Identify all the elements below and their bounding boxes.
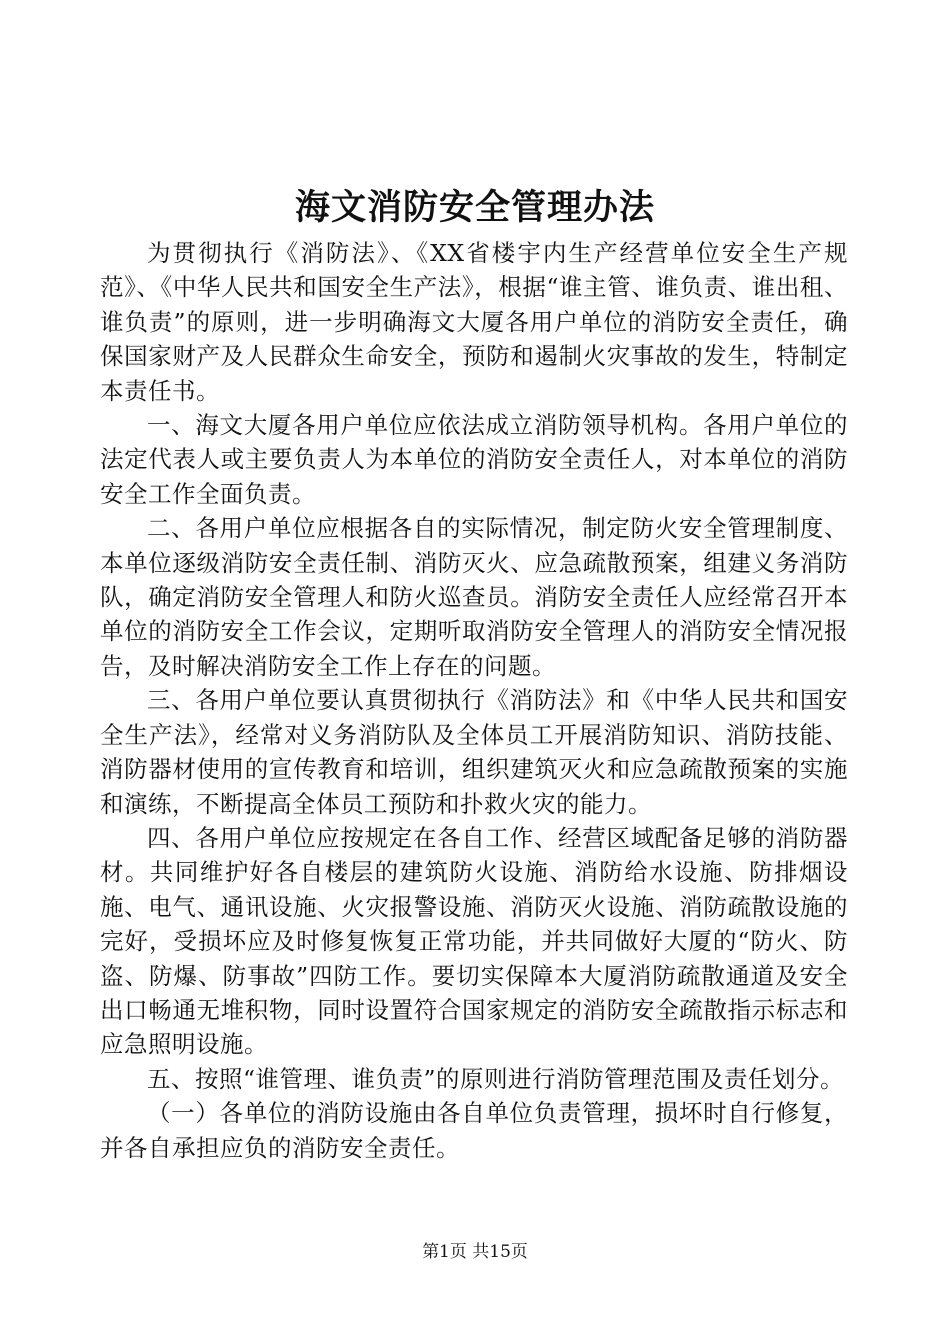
paragraph-section-5: 五、按照“谁管理、谁负责”的原则进行消防管理范围及责任划分。	[147, 1064, 845, 1093]
paragraph-section-4: 四、各用户单位应按规定在各自工作、经营区域配备足够的消防器材。共同维护好各自楼层的建筑防火设施、消防给水设施、防排烟设施、电气、通讯设施、火灾报警设施、消防灭火设施、消防疏散设施的完好，受损坏应及时修复恢复正常功能，并共同做好大厦的“防火、防盗、防爆、防事故”四防工作。要切实保障本大厦消防疏散通道及安全出口畅通无堆积物，同时设置符合国家规定的消防安全疏散指示标志和应急照明设施。	[100, 823, 848, 1059]
document-body	[100, 236, 848, 1165]
page-number-footer: 第1页 共15页	[422, 1242, 528, 1262]
paragraph-section-2: 二、各用户单位应根据各自的实际情况，制定防火安全管理制度、本单位逐级消防安全责任制、消防灭火、应急疏散预案，组建义务消防队，确定消防安全管理人和防火巡查员。消防安全责任人应经常召开本单位的消防安全工作会议，定期听取消防安全管理人的消防安全情况报告，及时解决消防安全工作上存在的问题。	[100, 514, 848, 680]
paragraph-subsection-1: （一）各单位的消防设施由各自单位负责管理，损坏时自行修复，并各自承担应负的消防安全责任。	[100, 1099, 848, 1162]
paragraph-section-3: 三、各用户单位要认真贯彻执行《消防法》和《中华人民共和国安全生产法》，经常对义务消防队及全体员工开展消防知识、消防技能、消防器材使用的宣传教育和培训，组织建筑灭火和应急疏散预案的实施和演练，不断提高全体员工预防和扑救火灾的能力。	[100, 686, 848, 818]
paragraph-intro: 为贯彻执行《消防法》、《XX省楼宇内生产经营单位安全生产规范》、《中华人民共和国安全生产法》，根据“谁主管、谁负责、谁出租、谁负责”的原则，进一步明确海文大厦各用户单位的消防安全责任，确保国家财产及人民群众生命安全，预防和遏制火灾事故的发生，特制定本责任书。	[100, 239, 848, 405]
paragraph-section-1: 一、海文大厦各用户单位应依法成立消防领导机构。各用户单位的法定代表人或主要负责人为本单位的消防安全责任人，对本单位的消防安全工作全面负责。	[100, 411, 848, 508]
document-title: 海文消防安全管理办法	[294, 187, 655, 228]
